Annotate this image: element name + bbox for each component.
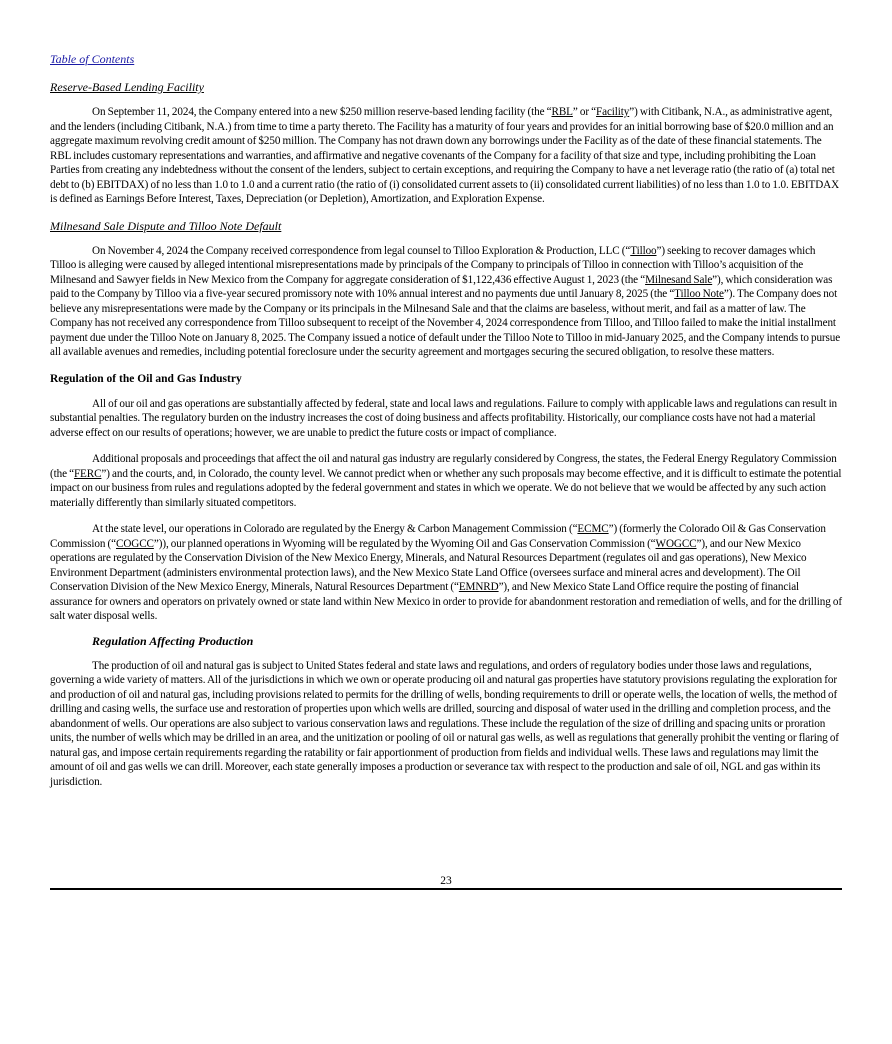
- text-run: Additional proposals and proceedings that affect the oil and natural gas industry are regularly considered by Congress, the states, the Federal Energy Regulatory Commission (the “: [50, 453, 837, 480]
- regulation-paragraph-3: [50, 522, 842, 624]
- defined-term-emnrd: EMNRD: [458, 581, 499, 593]
- text-run: ”). The Company does not believe any misrepresentations were made by the Company or its principals in the Milnesand Sale and that the claims are baseless, without merit, and fail as a matter of law. The Company has not received any correspondence from Tilloo subsequent to receipt of the November 4, 2024 correspondence from Tilloo, and Tilloo failed to make the initial installment payment due under the Tilloo Note on January 8, 2025. The Company issued a notice of default under the Tilloo Note to Tilloo in mid-January 2025, and the Company intends to pursue all available avenues and remedies, including potential foreclosure under the security agreement and mortgages securing the secured obligation, to resolve these matters.: [50, 288, 841, 358]
- regulation-heading: Regulation of the Oil and Gas Industry: [50, 372, 242, 385]
- regulation-paragraph-1: All of our oil and gas operations are substantially affected by federal, state and local laws and regulations. Failure to comply with applicable laws and regulations can result in substantial penalties. The regulatory burden on the industry increases the cost of doing business and affects profitability. Historically, our compliance costs have not had a material adverse effect on our results of operations; however, we are unable to predict the future costs or impact of compliance.: [50, 397, 838, 439]
- defined-term-cogcc: COGCC: [115, 537, 154, 550]
- text-run: ”), and our New Mexico operations are regulated by the Conservation Division of the New Mexico Energy, Minerals, and Natural Resources Department (regulates oil and gas operations), New Mexico Environment Department (administers environmental protection laws), and the New Mexico State Land Office (oversees surface and mineral acres and development). The Oil Conservation Division of the New Mexico Energy, Minerals, Natural Resources Department (“: [50, 537, 807, 593]
- text-run: On September 11, 2024, the Company entered into a new $250 million reserve-based lending facility (the “: [92, 106, 552, 118]
- defined-term-wogcc: WOGCC: [655, 537, 697, 550]
- milnesand-paragraph: [50, 244, 842, 360]
- text-run: ” or “: [572, 106, 596, 118]
- text-run: ”), and New Mexico State Land Office require the posting of financial assurance for owners and operators on privately owned or state land within New Mexico in order to provide for abandonment restoration and remediation of wells, and for the drilling of salt water disposal wells.: [50, 581, 842, 622]
- text-run: At the state level, our operations in Colorado are regulated by the Energy & Carbon Management Commission (“: [92, 523, 578, 535]
- defined-term-milnesand-sale: Milnesand Sale: [645, 273, 713, 286]
- text-run: ”)), our planned operations in Wyoming will be regulated by the Wyoming Oil and Gas Conservation Commission (“: [153, 537, 656, 550]
- text-run: ”) seeking to recover damages which Tilloo is alleging were caused by alleged intentional misrepresentations made by principals of the Company to principals of Tilloo in connection with Tilloo’s acquisition of the Milnesand and Sawyer fields in New Mexico from the Company for aggregate consideration of $1,122,436 effective August 1, 2023 (the “: [50, 244, 816, 286]
- text-run: ”), which consideration was paid to the Company by Tilloo via a five-year secured promissory note with 10% annual interest and no payments due until January 8, 2025 (the “: [50, 273, 833, 300]
- text-run: ”) (formerly the Colorado Oil & Gas Conservation Commission (“: [50, 523, 826, 550]
- defined-term-ecmc: ECMC: [577, 523, 609, 535]
- text-run: ”) with Citibank, N.A., as administrative agent, and the lenders (including Citibank, N.A.) from time to time a party thereto. The Facility has a maturity of four years and provides for an initial borrowing base of $20.0 million and an aggregate maximum revolving credit amount of $250 million. The Company has not drawn down any borrowings under the Facility as of the date of these financial statements. The RBL includes customary representations and warranties, and affirmative and negative covenants of the Company for a facility of that size and type, including prohibiting the Loan Parties from creating any indebtedness without the consent of the lenders, subject to certain exceptions, and requiring the Company to have a net leverage ratio (the ratio of (a) total net debt to (b) EBITDAX) of no less than 1.0 to 1.0 and a current ratio (the ratio of (i) consolidated current assets to (ii) consolidated current liabilities) of no less than 1.0 to 1.0. EBITDAX is defined as Earnings Before Interest, Taxes, Depreciation (or Depletion), Amortization, and Exploration Expense.: [50, 106, 840, 205]
- text-run: ”) and the courts, and, in Colorado, the county level. We cannot predict when or whether any such proposals may become effective, and it is difficult to estimate the potential impact on our business from rules and regulations adopted by the federal government and states in which we operate. We do not believe that we would be affected by any such action materially differently than similarly situated competitors.: [50, 467, 842, 509]
- defined-term-tilloo: Tilloo: [630, 244, 657, 257]
- rbl-heading: Reserve-Based Lending Facility: [50, 80, 204, 94]
- table-of-contents-link[interactable]: Table of Contents: [50, 52, 135, 66]
- production-heading: Regulation Affecting Production: [92, 633, 254, 648]
- document-page: [50, 52, 842, 801]
- text-run: On November 4, 2024 the Company received correspondence from legal counsel to Tilloo Exploration & Production, LLC (“: [92, 244, 631, 257]
- footer-divider: [50, 888, 842, 890]
- defined-term-rbl: RBL: [551, 106, 573, 118]
- regulation-paragraph-2: [50, 452, 842, 510]
- rbl-paragraph: [50, 105, 842, 207]
- defined-term-tilloo-note: Tilloo Note: [674, 288, 724, 300]
- defined-term-facility: Facility: [596, 106, 630, 118]
- defined-term-ferc: FERC: [73, 467, 102, 480]
- production-paragraph: The production of oil and natural gas is subject to United States federal and state laws and regulations, and orders of regulatory bodies under those laws and regulations, governing a wide variety of matters. All of the jurisdictions in which we own or operate producing oil and natural gas properties have statutory provisions regulating the exploration for and production of oil and natural gas, including provisions related to permits for the drilling of wells, bonding requirements to drill or operate wells, the location of wells, the method of drilling and casing wells, the surface use and restoration of properties upon which wells are drilled, sourcing and disposal of water used in the drilling and completion process, and the abandonment of wells. Our operations are also subject to various conservation laws and regulations. These include the regulation of the size of drilling and spacing units or proration units, the number of wells which may be drilled in an area, and the unitization or pooling of oil or natural gas wells, as well as regulations that generally prohibit the venting or flaring of natural gas, and impose certain requirements regarding the ratability or fair apportionment of production from fields and individual wells. These laws and regulations may limit the amount of oil and gas wells we can drill. Moreover, each state generally imposes a production or severance tax with respect to the production and sale of oil, NGL and gas within its jurisdiction.: [50, 659, 839, 788]
- page-number: 23: [440, 875, 452, 887]
- milnesand-heading: Milnesand Sale Dispute and Tilloo Note Default: [50, 218, 282, 233]
